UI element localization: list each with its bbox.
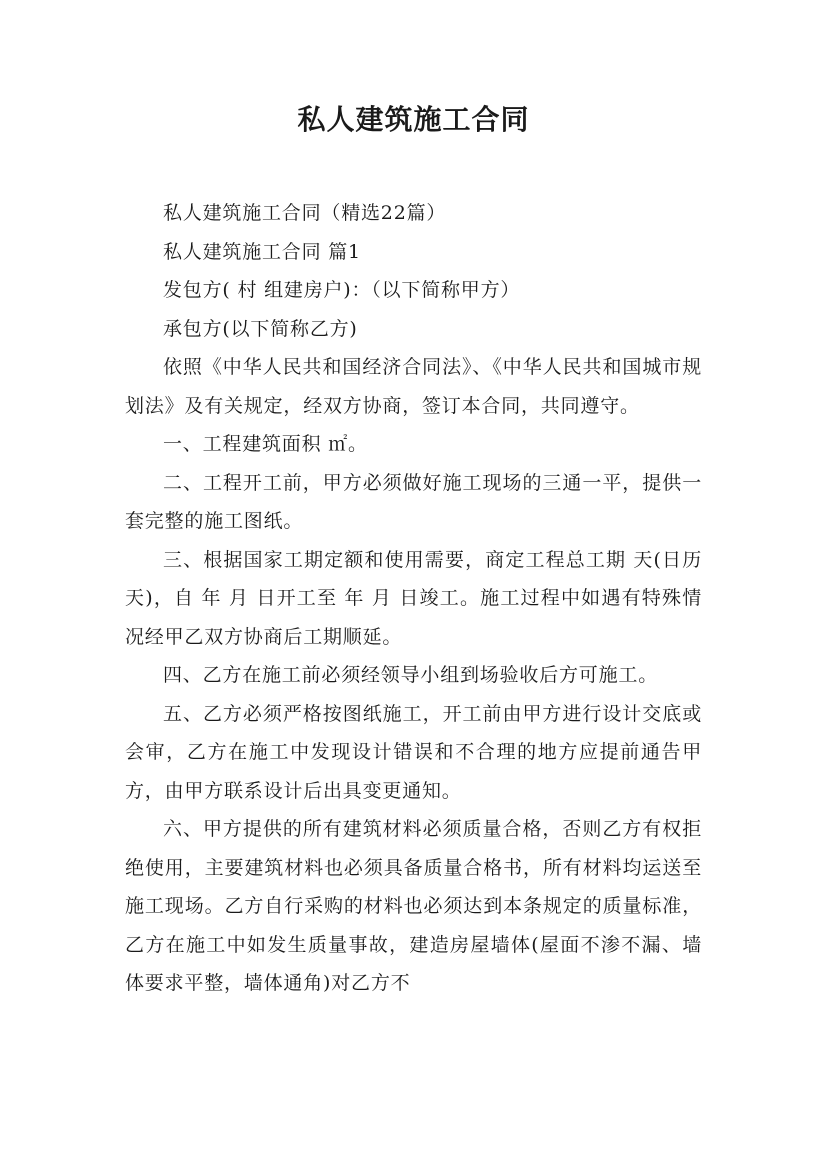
- paragraph-subtitle: 私人建筑施工合同（精选22篇）: [163, 202, 447, 224]
- paragraph-clause-2: 二、工程开工前，甲方必须做好施工现场的三通一平，提供一套完整的施工图纸。: [125, 471, 702, 532]
- paragraph-clause-1: 一、工程建筑面积 ㎡。: [163, 433, 368, 455]
- paragraph-party-a: 发包方( 村 组建房户)：（以下简称甲方）: [163, 279, 521, 301]
- paragraph-party-b: 承包方(以下简称乙方): [163, 317, 358, 340]
- paragraph-clause-3: 三、根据国家工期定额和使用需要，商定工程总工期 天(日历 天)，自 年 月 日开工至 年 月 日竣工。施工过程中如遇有特殊情况经甲乙双方协商后工期顺延。: [125, 548, 702, 648]
- document-title: 私人建筑施工合同: [297, 103, 530, 136]
- paragraph-clause-5: 五、乙方必须严格按图纸施工，开工前由甲方进行设计交底或会审，乙方在施工中发现设计错误和不合理的地方应提前通告甲方，由甲方联系设计后出具变更通知。: [125, 702, 702, 802]
- document-body: [125, 194, 702, 1003]
- paragraph-preamble: 依照《中华人民共和国经济合同法》、《中华人民共和国城市规划法》及有关规定，经双方协商，签订本合同，共同遵守。: [125, 356, 702, 417]
- paragraph-clause-6: 六、甲方提供的所有建筑材料必须质量合格，否则乙方有权拒绝使用，主要建筑材料也必须具备质量合格书，所有材料均运送至施工现场。乙方自行采购的材料也必须达到本条规定的质量标准，乙方在施工中如发生质量事故，建造房屋墙体(屋面不渗不漏、墙体要求平整，墙体通角)对乙方不: [125, 818, 702, 994]
- paragraph-clause-4: 四、乙方在施工前必须经领导小组到场验收后方可施工。: [163, 664, 659, 686]
- paragraph-section-heading: 私人建筑施工合同 篇1: [163, 240, 361, 263]
